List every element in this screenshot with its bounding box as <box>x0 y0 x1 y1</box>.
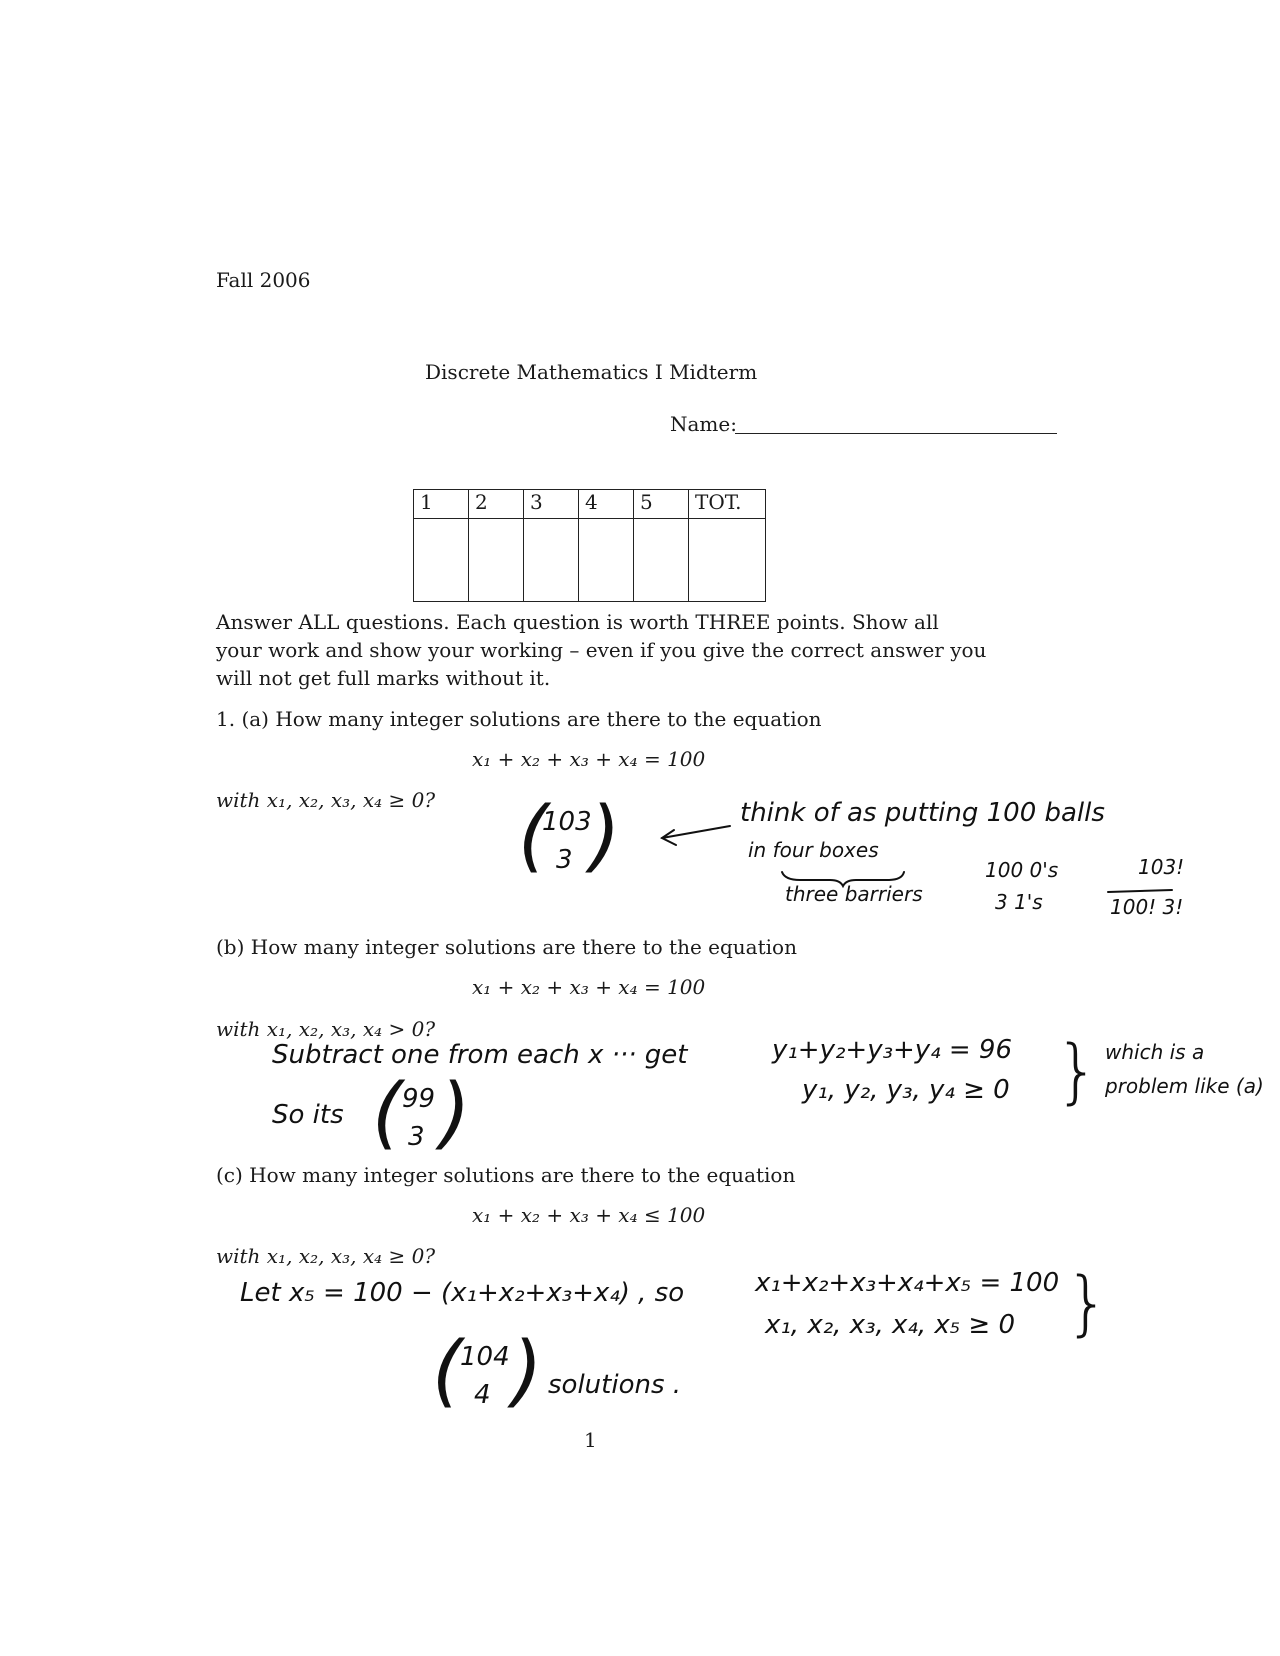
fraction-bar <box>1108 890 1172 892</box>
q1a-prompt: 1. (a) How many integer solutions are there to the equation <box>216 707 822 731</box>
score-col-5: 5 <box>634 490 689 519</box>
q1b-condition: with x₁, x₂, x₃, x₄ > 0? <box>216 1017 436 1041</box>
underbrace-mark <box>782 872 904 886</box>
score-col-3: 3 <box>524 490 579 519</box>
q1b-side-note-line2: problem like (a) <box>1105 1074 1264 1098</box>
instructions-line: Answer ALL questions. Each question is worth THREE points. Show all <box>216 610 939 634</box>
q1a-count-bottom: 3 1's <box>995 890 1043 914</box>
q1c-system-line2: x₁, x₂, x₃, x₄, x₅ ≥ 0 <box>765 1310 1016 1340</box>
q1a-note-line1: think of as putting 100 balls <box>740 798 1105 828</box>
binom-bottom: 3 <box>408 1122 425 1152</box>
q1c-work-line1: Let x₅ = 100 − (x₁+x₂+x₃+x₄) , so <box>240 1278 685 1308</box>
q1a-note-line2: in four boxes <box>748 838 879 862</box>
score-col-total: TOT. <box>689 490 766 519</box>
q1b-work-line1: Subtract one from each x ··· get <box>272 1040 688 1070</box>
q1a-fraction-denominator: 100! 3! <box>1110 895 1184 919</box>
q1c-condition: with x₁, x₂, x₃, x₄ ≥ 0? <box>216 1244 436 1268</box>
instructions-line: will not get full marks without it. <box>216 666 551 690</box>
q1b-answer-binomial: ( 99 3 ) <box>372 1068 471 1158</box>
q1a-condition: with x₁, x₂, x₃, x₄ ≥ 0? <box>216 788 436 812</box>
q1c-answer-suffix: solutions . <box>548 1370 682 1400</box>
q1c-answer-binomial: ( 104 4 ) <box>432 1326 543 1416</box>
q1b-side-note-line1: which is a <box>1105 1040 1205 1064</box>
binom-top: 104 <box>460 1342 510 1372</box>
semester-label: Fall 2006 <box>216 268 311 292</box>
binom-bottom: 4 <box>474 1380 491 1410</box>
q1a-note-line3: three barriers <box>785 882 923 906</box>
q1b-equation: x₁ + x₂ + x₃ + x₄ = 100 <box>472 975 706 999</box>
q1c-system-line1: x₁+x₂+x₃+x₄+x₅ = 100 <box>755 1268 1060 1298</box>
q1b-prompt: (b) How many integer solutions are there to the equation <box>216 935 797 959</box>
exam-title: Discrete Mathematics I Midterm <box>425 360 758 384</box>
q1b-brace: } <box>1055 1030 1100 1112</box>
q1b-system-line2: y₁, y₂, y₃, y₄ ≥ 0 <box>802 1075 1010 1105</box>
q1a-fraction-numerator: 103! <box>1138 855 1185 879</box>
q1c-equation: x₁ + x₂ + x₃ + x₄ ≤ 100 <box>472 1203 706 1227</box>
q1c-prompt: (c) How many integer solutions are there to the equation <box>216 1163 796 1187</box>
name-label: Name: <box>670 412 737 436</box>
binom-top: 99 <box>402 1084 436 1114</box>
q1a-equation: x₁ + x₂ + x₃ + x₄ = 100 <box>472 747 706 771</box>
score-col-2: 2 <box>469 490 524 519</box>
score-col-4: 4 <box>579 490 634 519</box>
q1c-brace: } <box>1065 1262 1110 1344</box>
q1a-answer-binomial: ( 103 3 ) <box>518 791 621 881</box>
q1a-count-top: 100 0's <box>985 858 1059 882</box>
instructions-line: your work and show your working – even if you give the correct answer you <box>216 638 987 662</box>
page-number: 1 <box>584 1428 597 1452</box>
binom-top: 103 <box>542 807 592 837</box>
score-col-1: 1 <box>414 490 469 519</box>
q1b-work-line2: So its <box>272 1100 344 1130</box>
q1b-system-line1: y₁+y₂+y₃+y₄ = 96 <box>772 1035 1012 1065</box>
binom-bottom: 3 <box>556 845 573 875</box>
